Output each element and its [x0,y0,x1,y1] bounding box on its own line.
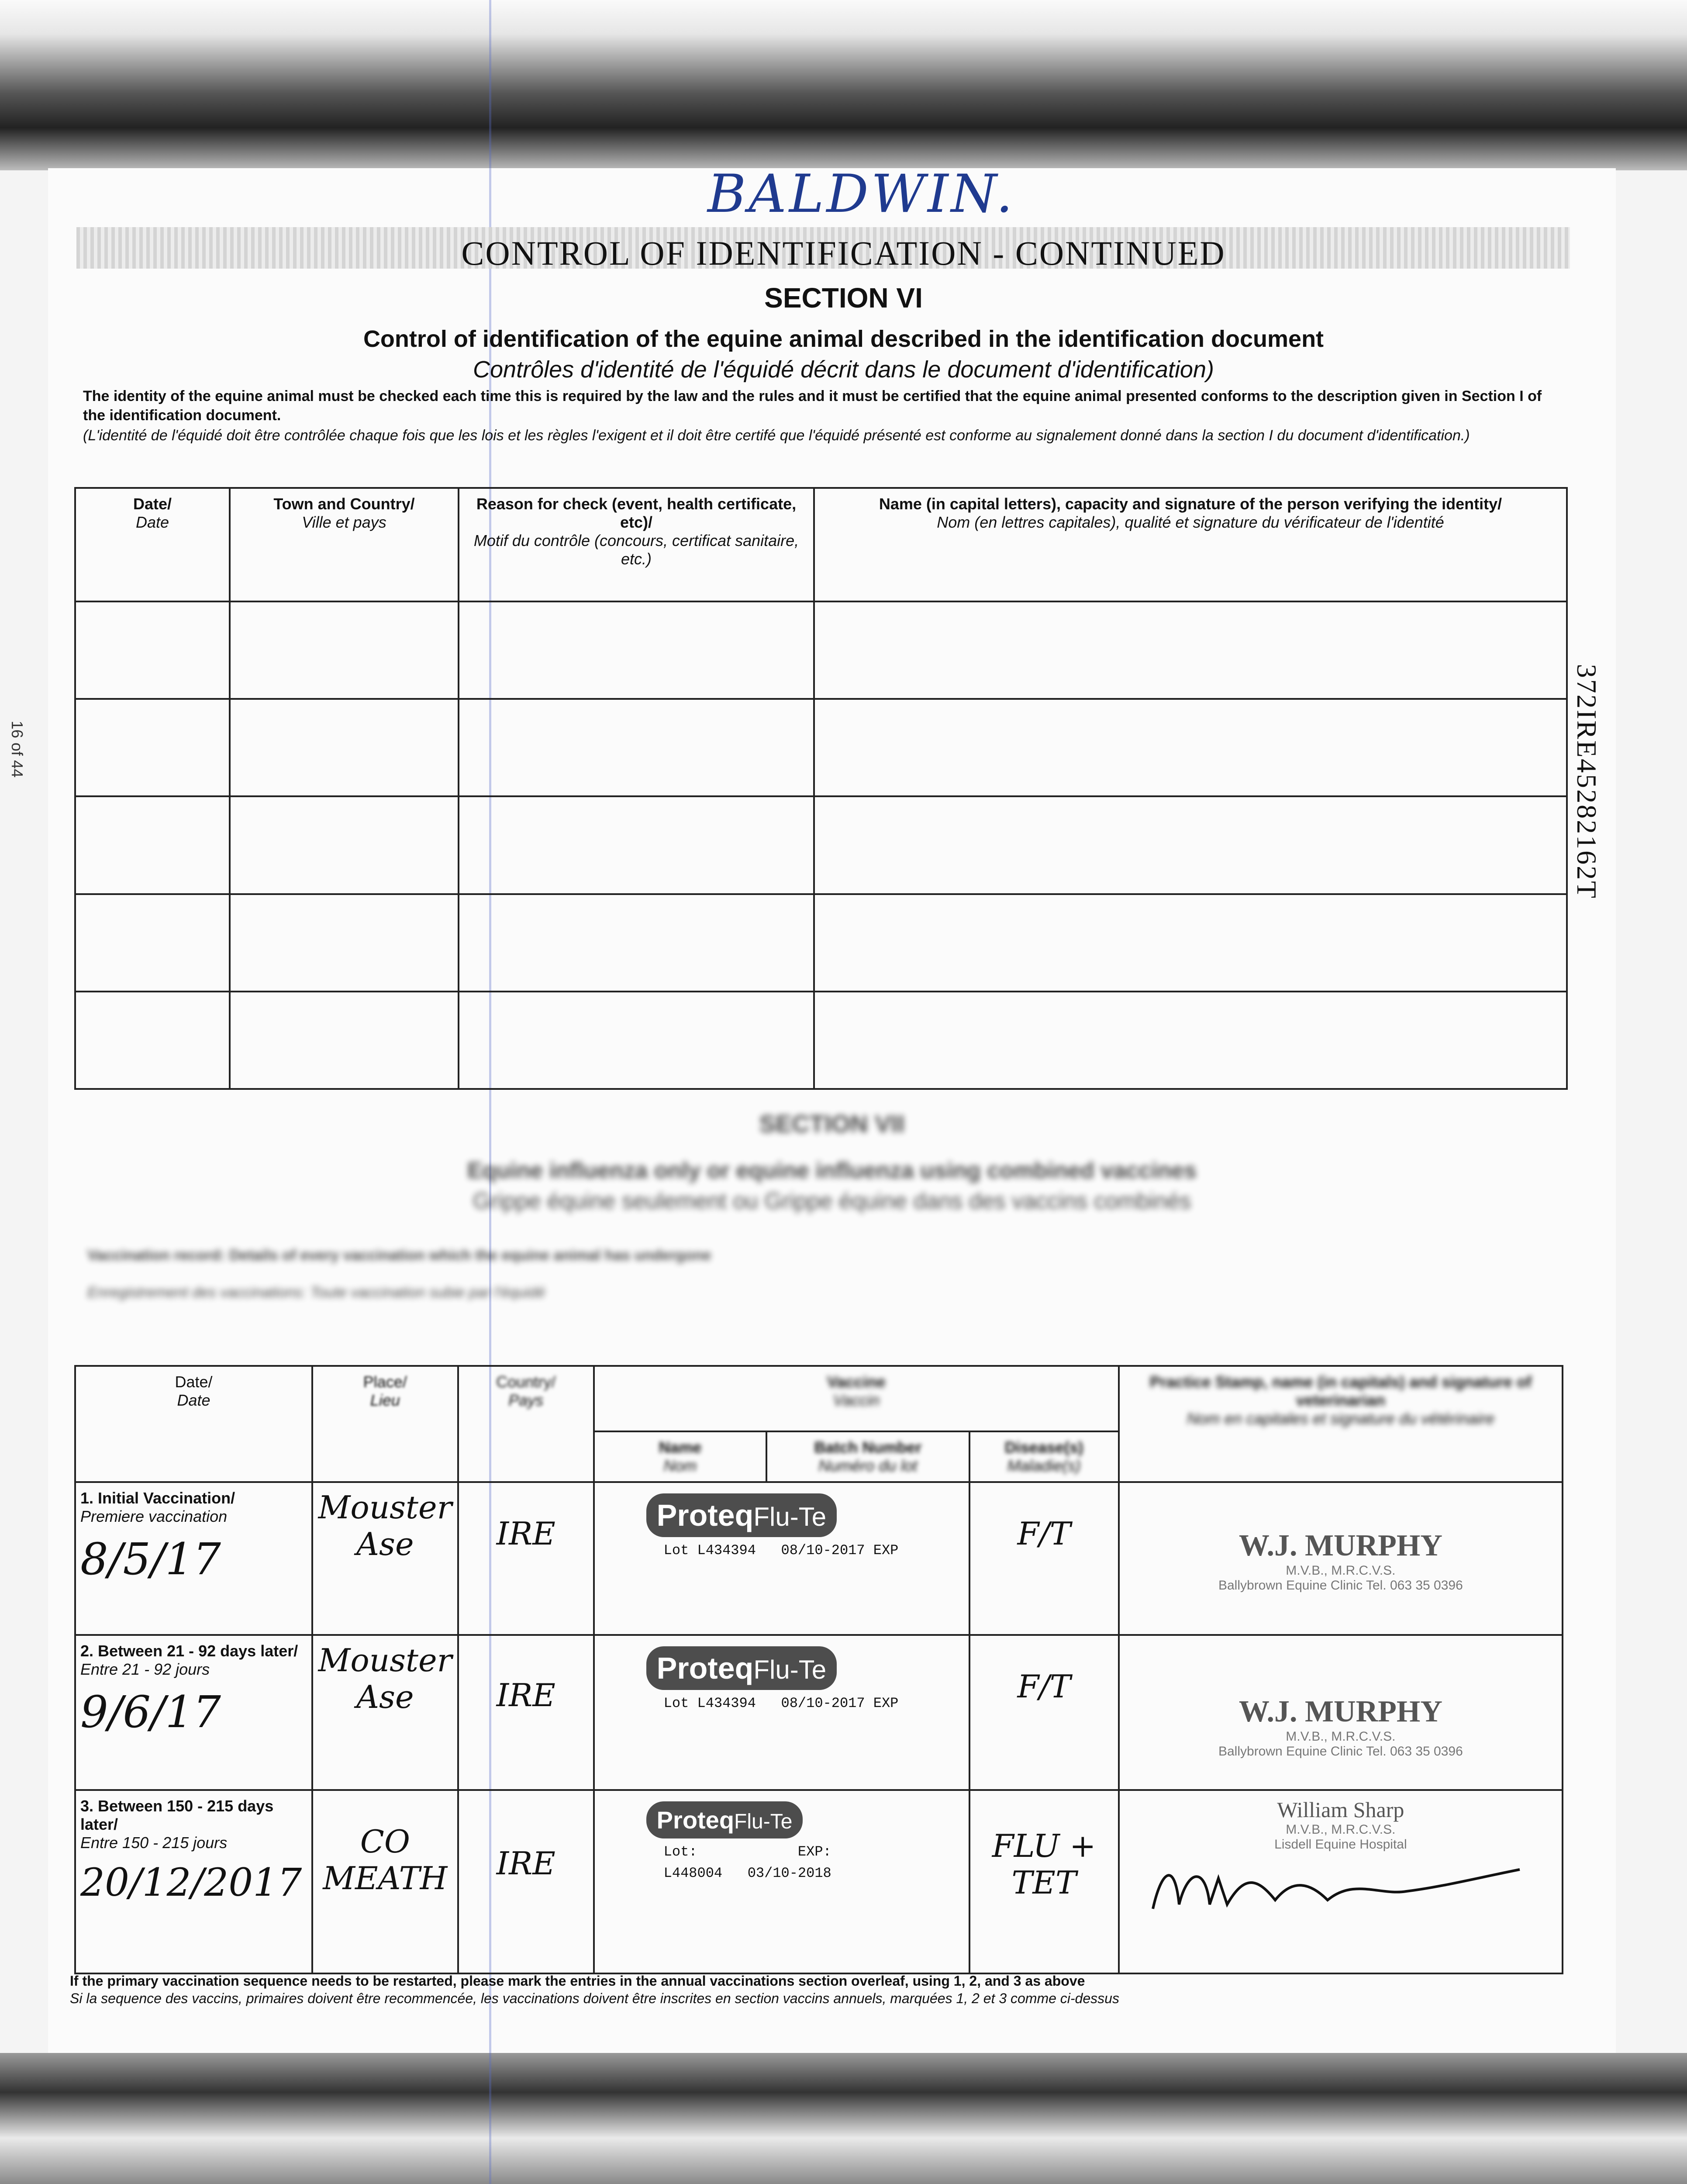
vet-stamp: W.J. MURPHY M.V.B., M.R.C.V.S. Ballybrown Equine Clinic Tel. 063 35 0396 [1119,1482,1563,1635]
vaccine-brand-label: ProteqFlu-Te [646,1493,837,1537]
vacc-country-cell: IRE [458,1635,594,1790]
identification-table [74,487,1568,1090]
vacc-header-disease: Disease(s) Maladie(s) [969,1431,1119,1482]
vaccine-brand-label: ProteqFlu-Te [646,1646,837,1690]
vacc-disease-cell: F/T [969,1635,1119,1790]
vacc-date: 9/6/17 [80,1686,221,1738]
footnote [70,1972,1555,2007]
vaccination-row-1 [75,1482,1563,1635]
vaccination-row-2 [75,1635,1563,1790]
vacc-place-cell: Mouster Ase [312,1482,458,1635]
header-date: Date/ Date [75,488,230,601]
table-row [75,796,1567,894]
section-vii-record-en: Vaccination record: Details of every vaccination which the equine animal has undergone [87,1247,711,1264]
vet-stamp: William Sharp M.V.B., M.R.C.V.S. Lisdell Equine Hospital [1119,1790,1563,1973]
table-row [75,894,1567,992]
table-row [75,992,1567,1089]
intro-text-en: The identity of the equine animal must be checked each time this is required by the law and the rules and it must be certified that the equine animal presented conforms to the description given in Section I of the identification document. [83,388,1542,424]
vacc-header-batch: Batch Number Numéro du lot [766,1431,969,1482]
table-row [75,601,1567,699]
vacc-country-cell: IRE [458,1790,594,1973]
vacc-place-cell: Mouster Ase [312,1635,458,1790]
vacc-header-date: Date/ Date [75,1366,312,1482]
vacc-place-cell: CO MEATH [312,1790,458,1973]
vacc-date: 8/5/17 [80,1534,221,1585]
vacc-header-place: Place/ Lieu [312,1366,458,1482]
vaccine-brand-label: ProteqFlu-Te [646,1801,803,1838]
section-vii-heading: SECTION VII [759,1110,905,1137]
section-vii-record-fr: Enregistrement des vaccinations: Toute vaccination subie par l'équidé [87,1284,545,1301]
scan-top-shadow [0,0,1687,170]
vacc-header-vaccine: Vaccine Vaccin [594,1366,1119,1431]
header-town-country: Town and Country/ Ville et pays [230,488,459,601]
header-reason: Reason for check (event, health certificate, etc)/ Motif du contrôle (concours, certificat sanitaire, etc.) [459,488,814,601]
vacc-header-vet: Practice Stamp, name (in capitals) and signature of veterinarian Nom en capitales et signature du vétérinaire [1119,1366,1563,1482]
footnote-en: If the primary vaccination sequence needs to be restarted, please mark the entries in the annual vaccinations section overleaf, using 1, 2, and 3 as above [70,1973,1085,1989]
vaccination-table [74,1365,1563,1974]
vaccine-sticker: ProteqFlu-Te Lot L434394 08/10-2017 EXP [594,1635,969,1790]
header-verifier: Name (in capital letters), capacity and signature of the person verifying the identity/ Nom (en lettres capitales), qualité et signature du vérificateur de l'identité [814,488,1567,601]
vacc-date-cell: 2. Between 21 - 92 days later/ Entre 21 - 92 jours 9/6/17 [75,1635,312,1790]
blurred-section-vii [48,1092,1616,1354]
handwritten-name: BALDWIN. [707,164,1015,225]
vacc-date-cell: 1. Initial Vaccination/ Premiere vaccination 8/5/17 [75,1482,312,1635]
vacc-date: 20/12/2017 [80,1860,302,1905]
vacc-disease-cell: F/T [969,1482,1119,1635]
section-vii-sub-fr: Grippe équine seulement ou Grippe équine dans des vaccins combinés [473,1189,1191,1214]
intro-text-fr: (L'identité de l'équidé doit être contrôlée chaque fois que les lois et les règles l'exigent et il doit être certifé que l'équidé présenté est conforme au signalement donné dans la section I du document d'identification.) [83,427,1470,444]
vacc-header-country: Country/ Pays [458,1366,594,1482]
vet-signature [1144,1852,1537,1922]
scan-bottom-shadow [0,2053,1687,2184]
page-number: 16 of 44 [8,721,26,778]
section-heading: SECTION VI [764,282,923,314]
table-row [75,699,1567,796]
section-vii-sub-en: Equine influenza only or equine influenza using combined vaccines [467,1158,1197,1183]
vacc-date-cell: 3. Between 150 - 215 days later/ Entre 150 - 215 jours 20/12/2017 [75,1790,312,1973]
vaccination-row-3 [75,1790,1563,1973]
vaccine-sticker: ProteqFlu-Te Lot L434394 08/10-2017 EXP [594,1482,969,1635]
vacc-country-cell: IRE [458,1482,594,1635]
vacc-header-name: Name Nom [594,1431,766,1482]
page-title: CONTROL OF IDENTIFICATION - CONTINUED [461,234,1226,272]
vet-stamp: W.J. MURPHY M.V.B., M.R.C.V.S. Ballybrown Equine Clinic Tel. 063 35 0396 [1119,1635,1563,1790]
footnote-fr: Si la sequence des vaccins, primaires doivent être recommencée, les vaccinations doivent être inscrites en section vaccins annuels, marquées 1, 2 et 3 comme ci-dessus [70,1990,1119,2006]
passport-code: 372IRE45282162T [1571,664,1602,900]
control-heading-en: Control of identification of the equine animal described in the identification document [363,326,1324,352]
vacc-disease-cell: FLU + TET [969,1790,1119,1973]
vaccine-sticker: ProteqFlu-Te Lot: EXP: L448004 03/10-2018 [594,1790,969,1973]
control-heading-fr: Contrôles d'identité de l'équidé décrit dans le document d'identification) [473,356,1214,383]
